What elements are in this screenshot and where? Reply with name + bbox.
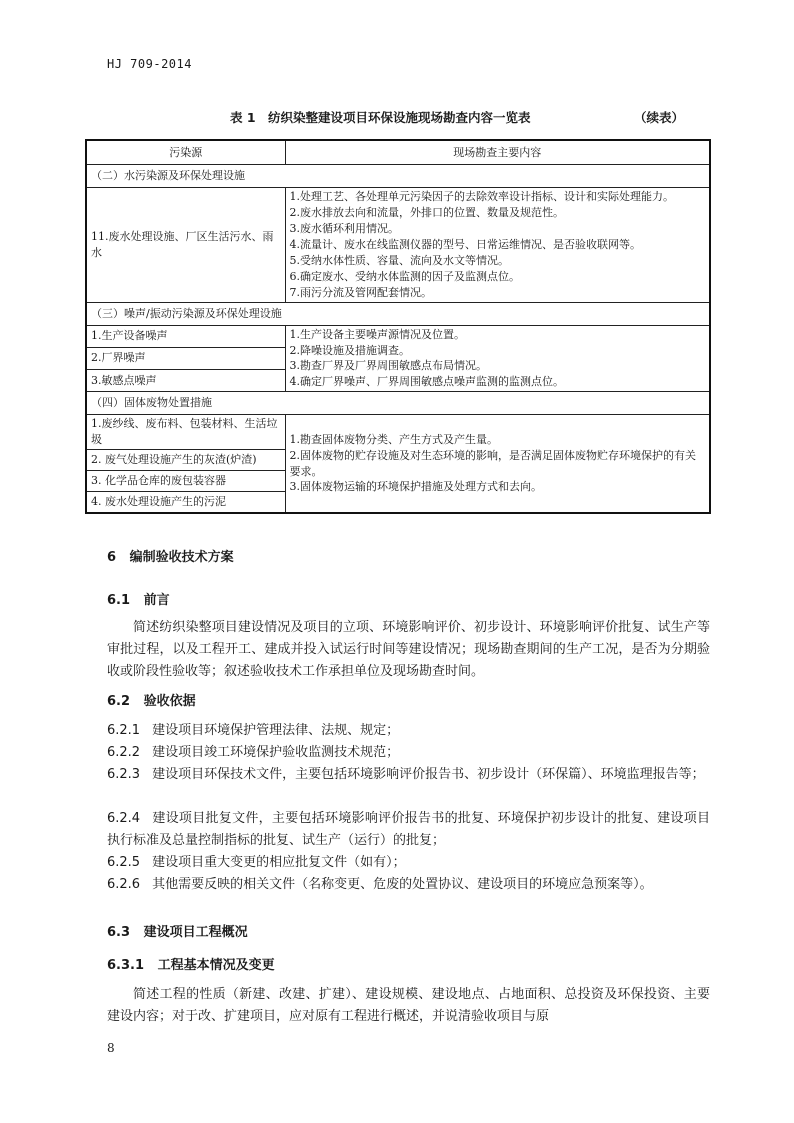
section-title: （三）噪声/振动污染源及环保处理设施 <box>86 302 710 325</box>
content-line: 2.固体废物的贮存设施及对生态环境的影响，是否满足固体废物贮存环境保护的有关要求。 <box>289 448 696 478</box>
section-number: 6.3 <box>107 925 131 940</box>
source-cell: 1.生产设备噪声 <box>86 325 285 347</box>
section-heading-6-2 <box>107 690 196 709</box>
list-item <box>107 742 710 764</box>
source-cell: 3.敏感点噪声 <box>86 370 285 392</box>
section-row-water <box>86 165 710 188</box>
section-title: 验收依据 <box>143 694 196 709</box>
list-item <box>107 808 710 852</box>
section-number: 6.3.1 <box>107 958 145 973</box>
table-row <box>86 415 710 450</box>
content-line: 2.废水排放去向和流量，外排口的位置、数量及规范性。 <box>289 205 564 219</box>
section-title: 编制验收技术方案 <box>129 550 234 565</box>
table-row <box>86 325 710 347</box>
content-line: 3.勘查厂界及厂界周围敏感点布局情况。 <box>289 359 487 373</box>
page-number: 8 <box>107 1041 115 1055</box>
item-number: 6.2.5 <box>107 855 141 870</box>
content-line: 7.雨污分流及管网配套情况。 <box>289 285 432 299</box>
item-number: 6.2.3 <box>107 767 141 782</box>
standard-code: HJ 709-2014 <box>107 57 192 71</box>
list-item <box>107 852 710 874</box>
content-line: 3.固体废物运输的环境保护措施及处理方式和去向。 <box>289 480 542 494</box>
content-line: 1.生产设备主要噪声源情况及位置。 <box>289 327 465 341</box>
item-text: 建设项目批复文件，主要包括环境影响评价报告书的批复、环境保护初步设计的批复、建设项目执行标准及总量控制指标的批复、试生产（运行）的批复； <box>107 811 710 848</box>
content-line: 3.废水循环利用情况。 <box>289 221 399 235</box>
item-number: 6.2.1 <box>107 723 141 738</box>
paragraph-6-3-1: 简述工程的性质（新建、改建、扩建）、建设规模、建设地点、占地面积、总投资及环保投资、主要建设内容；对于改、扩建项目，应对原有工程进行概述，并说清验收项目与原 <box>107 987 710 1024</box>
source-cell: 1.废纱线、废布料、包装材料、生活垃圾 <box>86 415 285 450</box>
paragraph-6-1: 简述纺织染整项目建设情况及项目的立项、环境影响评价、初步设计、环境影响评价批复、试生产等审批过程，以及工程开工、建成并投入试运行时间等建设情况；现场勘查期间的生产工况，是否为分期验收或阶段性验收等；叙述验收技术工作承担单位及现场勘查时间。 <box>107 620 710 679</box>
site-survey-table <box>85 139 711 514</box>
section-title: （二）水污染源及环保处理设施 <box>86 165 710 188</box>
section-heading-6-3-1 <box>107 954 275 973</box>
col-header-content: 现场勘查主要内容 <box>285 140 710 165</box>
item-text: 建设项目环保技术文件，主要包括环境影响评价报告书、初步设计（环保篇）、环境监理报告等； <box>152 767 705 782</box>
section-heading-6-1 <box>107 589 170 608</box>
section-number: 6 <box>107 550 117 565</box>
source-cell: 3. 化学品仓库的废包装容器 <box>86 471 285 492</box>
list-item <box>107 720 710 742</box>
table-caption-continued: （续表） <box>634 110 685 125</box>
content-line: 1.勘查固体废物分类、产生方式及产生量。 <box>289 432 498 446</box>
item-text: 其他需要反映的相关文件（名称变更、危废的处置协议、建设项目的环境应急预案等）。 <box>152 877 653 892</box>
section-number: 6.1 <box>107 593 131 608</box>
section-row-noise <box>86 302 710 325</box>
section-title: 工程基本情况及变更 <box>157 958 275 973</box>
item-number: 6.2.6 <box>107 877 141 892</box>
source-cell: 11.废水处理设施、厂区生活污水、雨水 <box>86 188 285 303</box>
table-row <box>86 188 710 303</box>
list-item <box>107 874 710 896</box>
section-heading-6 <box>107 546 234 565</box>
item-text: 建设项目环境保护管理法律、法规、规定； <box>152 723 400 738</box>
source-cell: 2. 废气处理设施产生的灰渣(炉渣) <box>86 450 285 471</box>
content-cell <box>285 415 710 513</box>
table-caption-title: 表 1 纺织染整建设项目环保设施现场勘查内容一览表 <box>230 110 531 125</box>
content-line: 4.确定厂界噪声、厂界周围敏感点噪声监测的监测点位。 <box>289 375 564 389</box>
item-text: 建设项目重大变更的相应批复文件（如有）； <box>152 855 406 870</box>
source-cell: 2.厂界噪声 <box>86 347 285 369</box>
item-number: 6.2.4 <box>107 811 141 826</box>
content-line: 4.流量计、废水在线监测仪器的型号、日常运维情况、是否验收联网等。 <box>289 237 641 251</box>
source-cell: 4. 废水处理设施产生的污泥 <box>86 492 285 513</box>
table-header-row <box>86 140 710 165</box>
section-number: 6.2 <box>107 694 131 709</box>
section-title: 前言 <box>143 593 170 608</box>
list-item <box>107 764 710 786</box>
section-row-solid-waste <box>86 392 710 415</box>
content-line: 6.确定废水、受纳水体监测的因子及监测点位。 <box>289 269 520 283</box>
section-title: （四）固体废物处置措施 <box>86 392 710 415</box>
content-line: 5.受纳水体性质、容量、流向及水文等情况。 <box>289 253 509 267</box>
content-cell <box>285 188 710 303</box>
col-header-source: 污染源 <box>86 140 285 165</box>
content-line: 1.处理工艺、各处理单元污染因子的去除效率设计指标、设计和实际处理能力。 <box>289 190 674 203</box>
item-text: 建设项目竣工环境保护验收监测技术规范； <box>152 745 400 760</box>
section-heading-6-3 <box>107 921 248 940</box>
content-cell <box>285 325 710 392</box>
item-number: 6.2.2 <box>107 745 141 760</box>
content-line: 2.降噪设施及措施调查。 <box>289 343 410 357</box>
section-title: 建设项目工程概况 <box>143 925 248 940</box>
